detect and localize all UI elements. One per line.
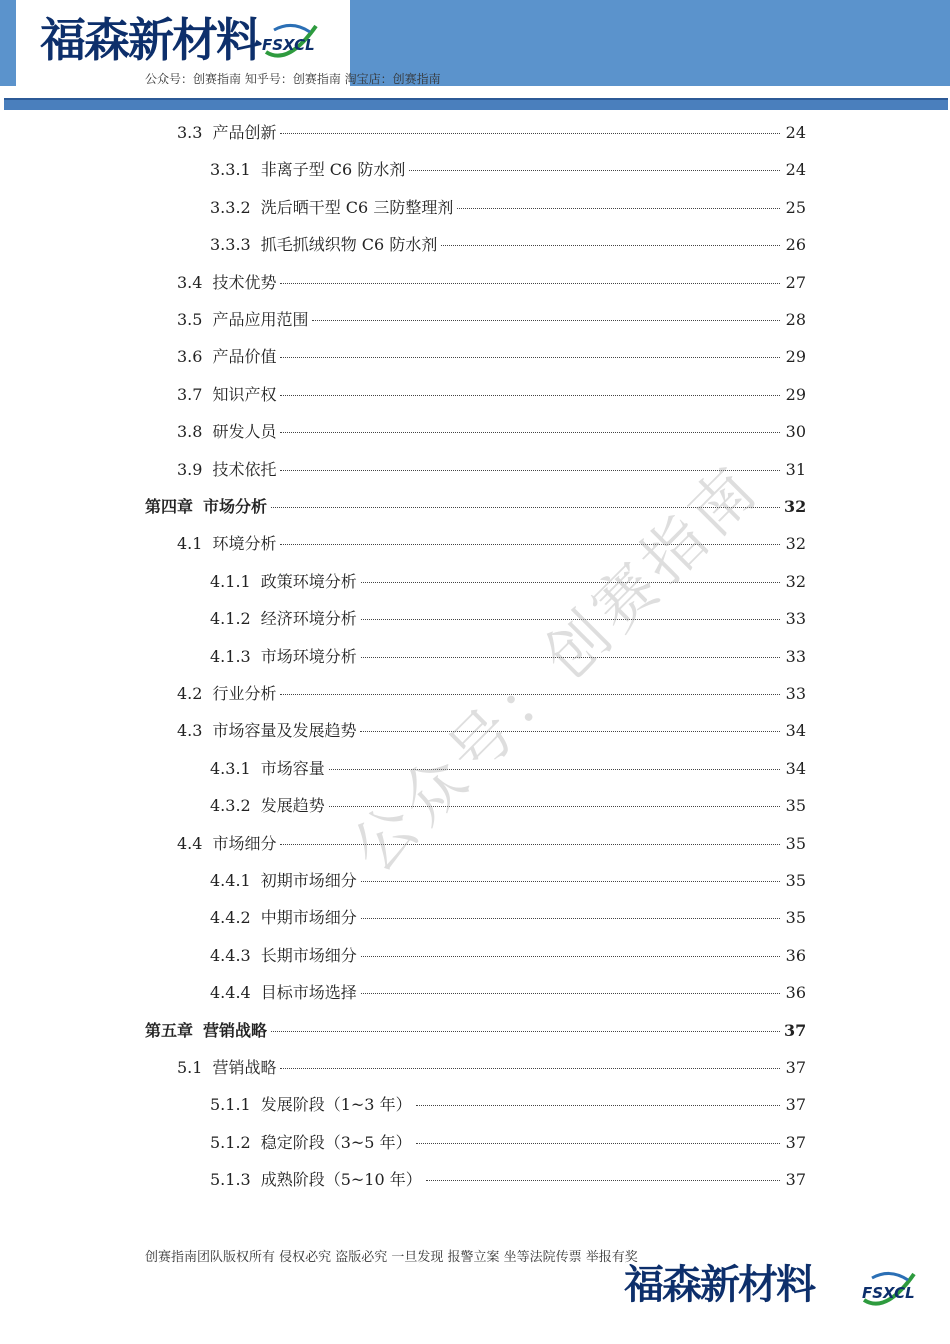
toc-entry[interactable] (210, 569, 806, 595)
toc-entry-number: 3.9 (177, 460, 203, 479)
toc-leader-dots (329, 806, 780, 807)
toc-leader-dots (280, 395, 780, 396)
toc-leader-dots (361, 619, 780, 620)
toc-entry-number: 4.1.3 (210, 647, 251, 666)
toc-entry[interactable] (210, 905, 806, 931)
toc-entry-page: 37 (785, 1058, 806, 1077)
toc-leader-dots (280, 544, 780, 545)
toc-entry[interactable] (210, 868, 806, 894)
toc-entry-title: 环境分析 (212, 534, 277, 553)
toc-entry[interactable] (210, 644, 806, 670)
toc-entry[interactable] (177, 270, 806, 296)
toc-entry-page: 28 (785, 310, 806, 329)
toc-leader-dots (361, 582, 780, 583)
toc-entry-number: 第五章 (145, 1021, 194, 1040)
toc-leader-dots (416, 1143, 780, 1144)
toc-entry-title: 中期市场细分 (260, 908, 357, 927)
toc-entry-number: 3.5 (177, 310, 203, 329)
toc-entry[interactable] (145, 1018, 806, 1044)
toc-entry-number: 3.4 (177, 273, 203, 292)
toc-entry[interactable] (177, 718, 806, 744)
footer-notice: 创赛指南团队版权所有 侵权必究 盗版必究 一旦发现 报警立案 坐等法院传票 举报有奖 (145, 1250, 638, 1265)
footer-logo-text: FSXCL (862, 1284, 915, 1302)
toc-entry-title: 非离子型 C6 防水剂 (260, 160, 406, 179)
toc-leader-dots (280, 283, 780, 284)
toc-entry-number: 4.3.2 (210, 796, 251, 815)
toc-entry-number: 第四章 (145, 497, 194, 516)
toc-leader-dots (280, 1068, 780, 1069)
toc-entry-number: 4.3.1 (210, 759, 251, 778)
toc-entry-number: 3.3.2 (210, 198, 251, 217)
toc-entry[interactable] (177, 1055, 806, 1081)
toc-leader-dots (280, 844, 780, 845)
toc-entry[interactable] (210, 943, 806, 969)
toc-entry-title: 技术依托 (212, 460, 277, 479)
toc-entry-title: 产品应用范围 (212, 310, 309, 329)
toc-leader-dots (271, 1031, 780, 1032)
header-divider (4, 98, 948, 110)
toc-entry-title: 发展阶段（1~3 年） (260, 1095, 412, 1114)
toc-entry[interactable] (210, 980, 806, 1006)
toc-entry-page: 33 (785, 647, 806, 666)
toc-entry-page: 33 (785, 684, 806, 703)
toc-entry-page: 24 (785, 160, 806, 179)
toc-entry-page: 37 (785, 1133, 806, 1152)
toc-entry-title: 市场容量 (260, 759, 325, 778)
toc-entry[interactable] (177, 419, 806, 445)
toc-entry-number: 3.3.3 (210, 235, 251, 254)
toc-entry-title: 市场容量及发展趋势 (212, 721, 357, 740)
toc-entry-number: 4.1.1 (210, 572, 251, 591)
toc-entry-number: 4.1 (177, 534, 203, 553)
toc-entry-number: 5.1 (177, 1058, 203, 1077)
toc-entry-title: 知识产权 (212, 385, 277, 404)
watermark: 公众号：创赛指南 (337, 449, 774, 887)
toc-entry-number: 3.7 (177, 385, 203, 404)
toc-leader-dots (280, 432, 780, 433)
toc-entry-number: 4.1.2 (210, 609, 251, 628)
toc-entry[interactable] (177, 344, 806, 370)
toc-entry[interactable] (145, 494, 806, 520)
toc-entry-title: 政策环境分析 (260, 572, 357, 591)
toc-entry[interactable] (177, 457, 806, 483)
toc-leader-dots (457, 208, 780, 209)
toc-entry-page: 24 (785, 123, 806, 142)
toc-entry-number: 5.1.3 (210, 1170, 251, 1189)
toc-entry-number: 4.4 (177, 834, 203, 853)
toc-entry-title: 市场分析 (203, 497, 268, 516)
toc-entry[interactable] (210, 756, 806, 782)
toc-entry[interactable] (177, 382, 806, 408)
toc-leader-dots (416, 1105, 780, 1106)
toc-entry-title: 目标市场选择 (260, 983, 357, 1002)
toc-entry-page: 32 (785, 572, 806, 591)
toc-leader-dots (361, 918, 780, 919)
toc-entry[interactable] (177, 531, 806, 557)
toc-leader-dots (312, 320, 780, 321)
toc-entry-page: 35 (785, 834, 806, 853)
toc-entry-number: 4.3 (177, 721, 203, 740)
toc-entry-page: 32 (784, 497, 807, 516)
toc-entry[interactable] (210, 157, 806, 183)
toc-entry-number: 3.3.1 (210, 160, 251, 179)
toc-leader-dots (271, 507, 780, 508)
toc-entry-title: 洗后晒干型 C6 三防整理剂 (260, 198, 454, 217)
brand-logo-text: FSXCL (262, 36, 315, 54)
toc-entry-page: 37 (785, 1170, 806, 1189)
toc-entry-title: 技术优势 (212, 273, 277, 292)
toc-entry-page: 25 (785, 198, 806, 217)
toc-entry-page: 30 (785, 422, 806, 441)
toc-leader-dots (280, 470, 780, 471)
toc-leader-dots (280, 694, 780, 695)
toc-entry-number: 3.6 (177, 347, 203, 366)
toc-entry-number: 3.8 (177, 422, 203, 441)
toc-entry-page: 31 (785, 460, 806, 479)
toc-entry-number: 4.4.3 (210, 946, 251, 965)
toc-entry[interactable] (177, 681, 806, 707)
toc-leader-dots (441, 245, 780, 246)
toc-entry-title: 发展趋势 (260, 796, 325, 815)
toc-entry[interactable] (177, 120, 806, 146)
toc-leader-dots (409, 170, 780, 171)
toc-entry-page: 37 (784, 1021, 807, 1040)
toc-entry-number: 5.1.1 (210, 1095, 251, 1114)
toc-entry-page: 27 (785, 273, 806, 292)
toc-entry-page: 34 (785, 721, 806, 740)
toc-leader-dots (361, 881, 780, 882)
toc-entry-title: 抓毛抓绒织物 C6 防水剂 (260, 235, 438, 254)
toc-leader-dots (426, 1180, 780, 1181)
toc-entry[interactable] (210, 1092, 806, 1118)
toc-entry-page: 35 (785, 871, 806, 890)
toc-entry-page: 29 (785, 385, 806, 404)
toc-entry[interactable] (177, 307, 806, 333)
brand-title: 福森新材料 (40, 13, 260, 67)
toc-entry-number: 4.4.2 (210, 908, 251, 927)
toc-entry-number: 4.4.4 (210, 983, 251, 1002)
toc-entry-title: 市场细分 (212, 834, 277, 853)
toc-entry-page: 34 (785, 759, 806, 778)
toc-entry-page: 29 (785, 347, 806, 366)
toc-entry-number: 3.3 (177, 123, 203, 142)
toc-leader-dots (361, 657, 780, 658)
toc-entry-page: 36 (785, 946, 806, 965)
toc-entry-title: 产品价值 (212, 347, 277, 366)
toc-entry-page: 35 (785, 796, 806, 815)
toc-entry[interactable] (210, 232, 806, 258)
toc-entry-page: 26 (785, 235, 806, 254)
toc-entry[interactable] (210, 1130, 806, 1156)
toc-leader-dots (329, 769, 780, 770)
toc-entry[interactable] (210, 1167, 806, 1193)
toc-entry-number: 4.2 (177, 684, 203, 703)
toc-leader-dots (361, 993, 780, 994)
header-subtitle: 公众号：创赛指南 知乎号：创赛指南 淘宝店：创赛指南 (145, 72, 441, 86)
toc-entry-page: 33 (785, 609, 806, 628)
toc-entry-page: 36 (785, 983, 806, 1002)
footer-brand: 福森新材料 (624, 1262, 814, 1308)
toc-entry[interactable] (210, 793, 806, 819)
toc-entry-title: 市场环境分析 (260, 647, 357, 666)
toc-entry-page: 32 (785, 534, 806, 553)
toc-entry-title: 经济环境分析 (260, 609, 357, 628)
toc-leader-dots (360, 731, 780, 732)
toc-entry-title: 初期市场细分 (260, 871, 357, 890)
toc-leader-dots (280, 133, 780, 134)
toc-entry-page: 35 (785, 908, 806, 927)
toc-leader-dots (280, 357, 780, 358)
toc-entry-title: 产品创新 (212, 123, 277, 142)
toc-entry-title: 营销战略 (212, 1058, 277, 1077)
toc-entry-title: 行业分析 (212, 684, 277, 703)
toc-entry-title: 稳定阶段（3~5 年） (260, 1133, 412, 1152)
toc-entry-title: 成熟阶段（5~10 年） (260, 1170, 422, 1189)
toc-entry[interactable] (210, 195, 806, 221)
toc-entry-page: 37 (785, 1095, 806, 1114)
toc-leader-dots (361, 956, 780, 957)
toc-entry[interactable] (177, 831, 806, 857)
header-left-strip (0, 0, 16, 78)
toc-entry-number: 4.4.1 (210, 871, 251, 890)
toc-entry-title: 长期市场细分 (260, 946, 357, 965)
toc-entry[interactable] (210, 606, 806, 632)
toc-entry-number: 5.1.2 (210, 1133, 251, 1152)
toc-entry-title: 研发人员 (212, 422, 277, 441)
toc-entry-title: 营销战略 (203, 1021, 268, 1040)
